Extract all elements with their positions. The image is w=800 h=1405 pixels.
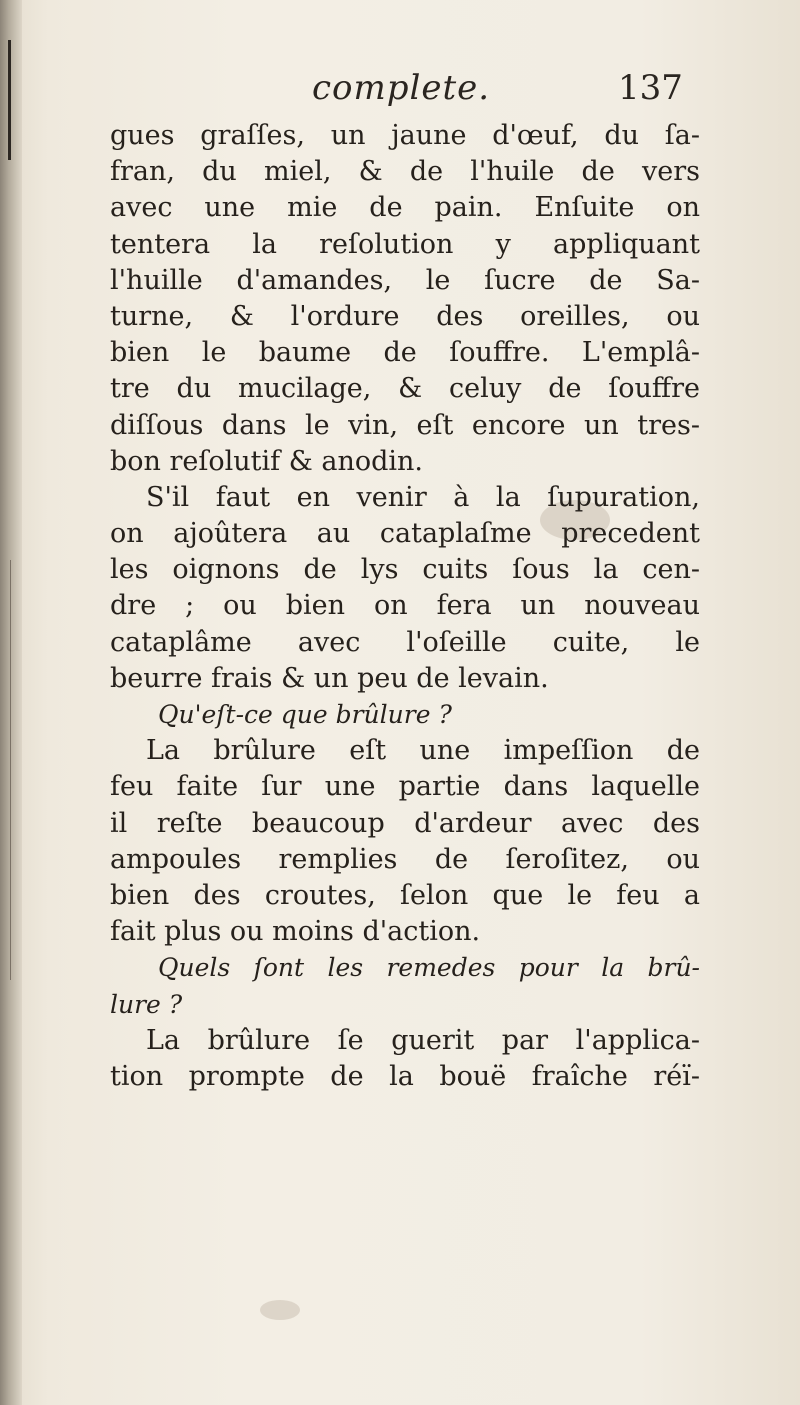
question-heading: lure ? [110,989,183,1019]
text-line: feu faite ſur une partie dans laquelle [110,771,700,803]
text-line: S'il faut en venir à la ſupuration, [146,481,700,513]
binding-fold-line [10,560,11,980]
text-line: ampoules remplies de ſeroſitez, ou [110,843,700,875]
page-body-text [110,118,700,1095]
text-line: les oignons de lys cuits ſous la cen- [110,554,700,586]
text-line: fait plus ou moins d'action. [110,916,481,948]
text-line: il reſte beaucoup d'ardeur avec des [110,807,700,839]
question-heading: Quels ſont les remedes pour la brû- [158,953,700,983]
text-line: La brûlure eſt une impeſſion de [146,735,700,767]
text-line: gues graſſes, un jaune d'œuf, du ſa- [110,120,700,151]
text-line: bien le baume de ſouffre. L'emplâ- [110,337,700,369]
text-line: dre ; ou bien on fera un nouveau [110,590,700,622]
text-line: avec une mie de pain. Enſuite on [110,192,700,224]
text-line: cataplâme avec l'oſeille cuite, le [110,626,700,658]
text-line: fran, du miel, & de l'huile de vers [110,156,700,188]
text-line: tentera la reſolution y appliquant [110,228,700,260]
text-line: tion prompte de la bouë fraîche réï- [110,1060,700,1092]
text-line: bon reſolutif & anodin. [110,445,423,477]
question-heading: Qu'eſt-ce que brûlure ? [158,700,452,729]
text-line: l'huille d'amandes, le ſucre de Sa- [110,264,700,296]
page-number: 137 [618,68,683,108]
text-line: diſſous dans le vin, eſt encore un tres- [110,409,700,441]
text-line: La brûlure ſe guerit par l'applica- [146,1024,700,1056]
page-header [0,68,800,116]
text-line: on ajoûtera au cataplaſme precedent [110,518,700,550]
page-binding-edge [0,0,22,1405]
text-line: tre du mucilage, & celuy de ſouffre [110,373,700,405]
paper-stain [260,1300,300,1320]
text-line: bien des croutes, ſelon que le feu a [110,879,700,911]
running-title: complete. [312,68,491,108]
text-line: turne, & l'ordure des oreilles, ou [110,300,700,332]
text-line: beurre frais & un peu de levain. [110,662,549,694]
